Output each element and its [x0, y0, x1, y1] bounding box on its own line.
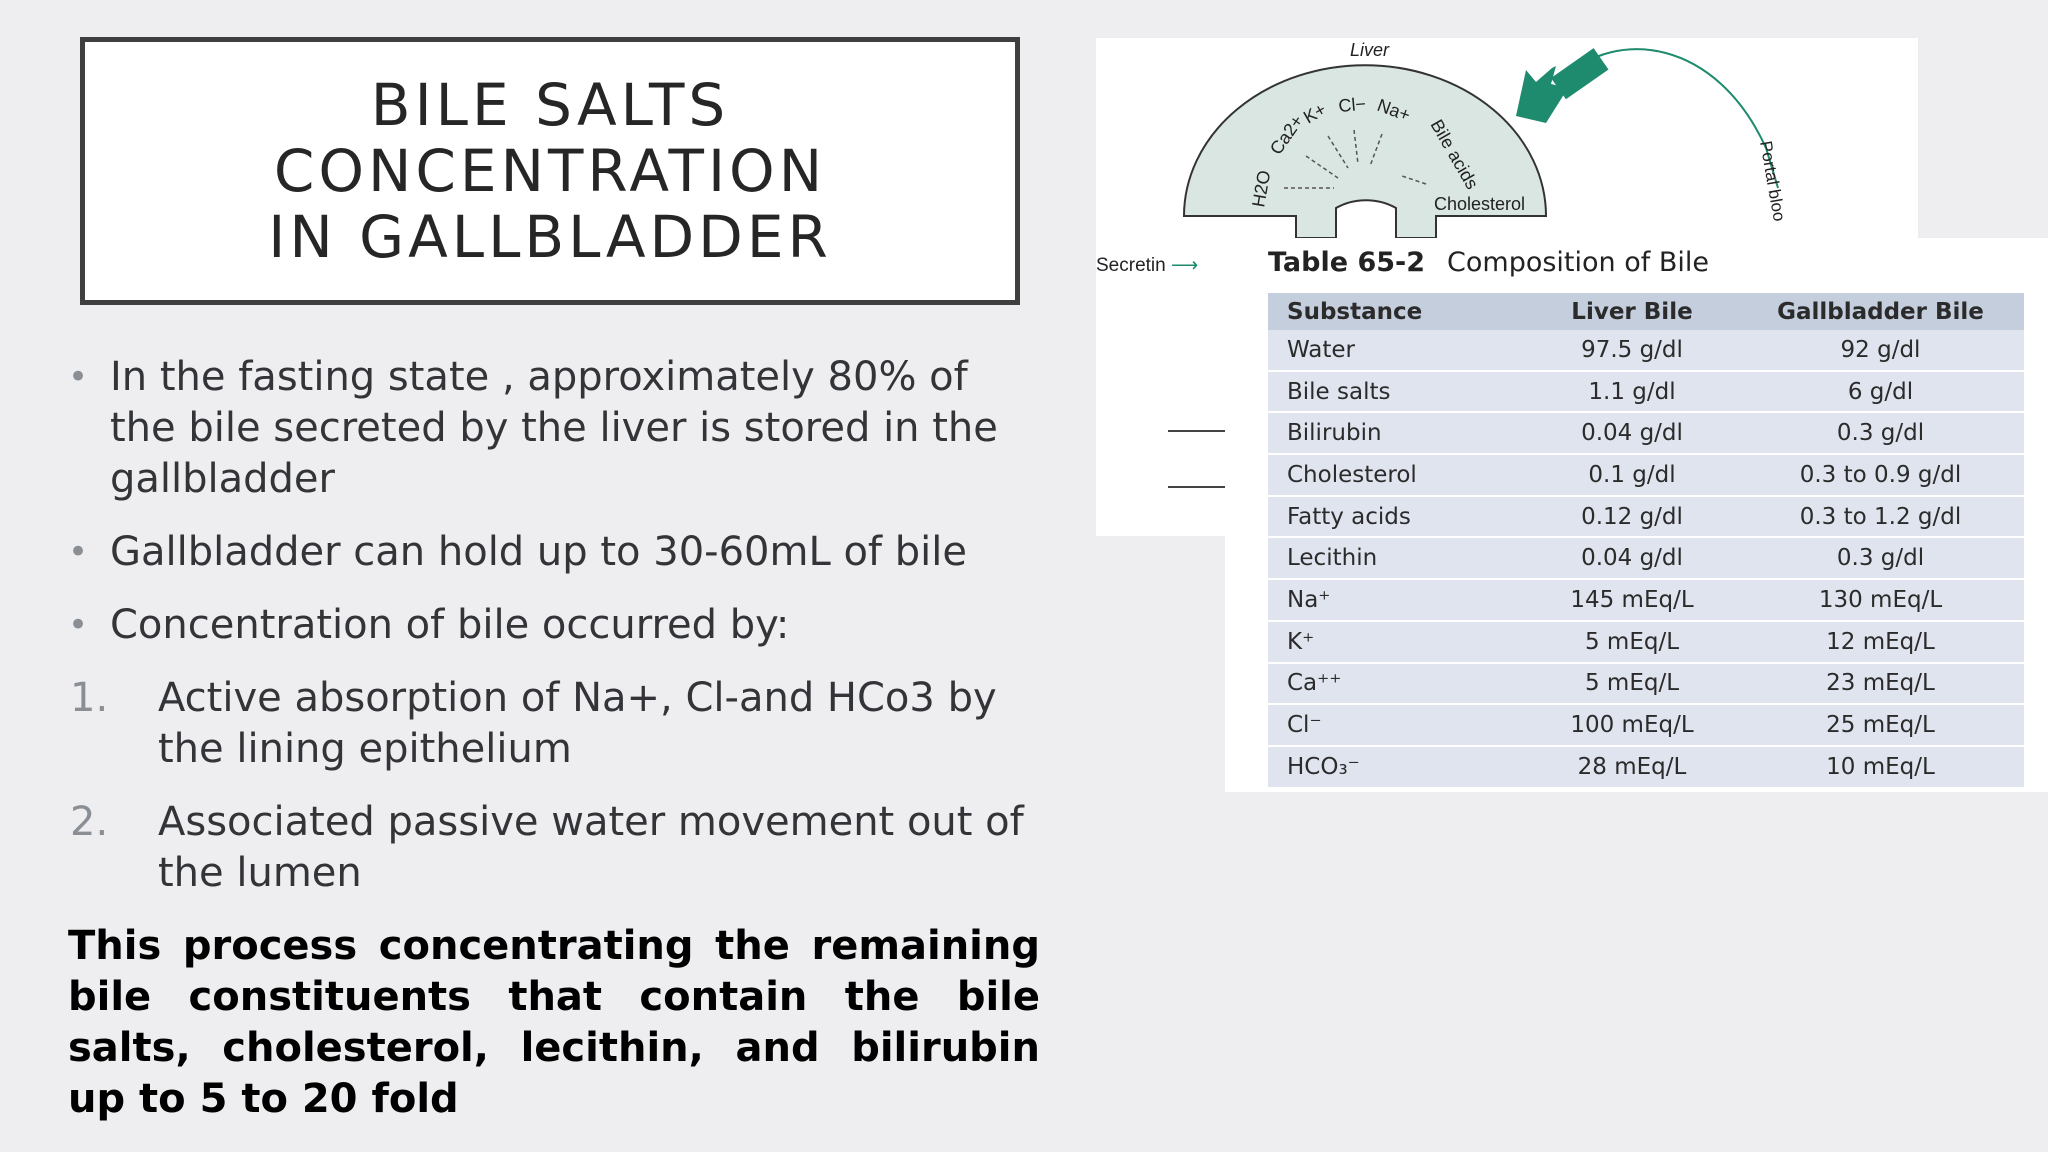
table-cell: 100 mEq/L	[1517, 704, 1747, 746]
table-row	[1268, 621, 2024, 663]
table-cell: 25 mEq/L	[1747, 704, 2024, 746]
table-cell: HCO₃⁻	[1268, 746, 1517, 788]
table-row	[1268, 330, 2024, 371]
table-row	[1268, 454, 2024, 496]
table-cell: 10 mEq/L	[1747, 746, 2024, 788]
bullet-text: In the fasting state , approximately 80% of the bile secreted by the liver is stored in the gallbladder	[110, 354, 998, 502]
bullet-item	[68, 527, 1043, 578]
bullet-text: Gallbladder can hold up to 30-60mL of bile	[110, 529, 967, 575]
title-line-2: IN GALLBLADDER	[268, 203, 832, 271]
table-cell: 0.04 g/dl	[1517, 537, 1747, 579]
table-cell: 5 mEq/L	[1517, 663, 1747, 705]
table-row	[1268, 746, 2024, 788]
table-cell: 0.3 to 1.2 g/dl	[1747, 496, 2024, 538]
table-cell: Bilirubin	[1268, 412, 1517, 454]
table-cell: Cholesterol	[1268, 454, 1517, 496]
table-cell: 6 g/dl	[1747, 371, 2024, 413]
table-cell: Na⁺	[1268, 579, 1517, 621]
table-cell: 12 mEq/L	[1747, 621, 2024, 663]
table-cell: 92 g/dl	[1747, 330, 2024, 371]
bullet-item	[68, 352, 1043, 505]
table-cell: 28 mEq/L	[1517, 746, 1747, 788]
composition-table	[1268, 293, 2024, 789]
table-cell: 1.1 g/dl	[1517, 371, 1747, 413]
secretin-text: Secretin	[1096, 255, 1166, 276]
title-line-1: BILE SALTS CONCENTRATION	[273, 71, 827, 205]
portal-label: Portal bloo	[1756, 139, 1789, 223]
slide-body	[68, 352, 1043, 1125]
cholesterol-label: Cholesterol	[1434, 194, 1526, 214]
table-cell: Lecithin	[1268, 537, 1517, 579]
table-row	[1268, 412, 2024, 454]
secretin-label	[1096, 254, 1198, 277]
bile-acids-label: Bile acids	[1426, 116, 1483, 193]
table-cell: 145 mEq/L	[1517, 579, 1747, 621]
ion-label-k: K+	[1300, 98, 1330, 128]
table-cell: 5 mEq/L	[1517, 621, 1747, 663]
table-row	[1268, 496, 2024, 538]
table-cell: Ca⁺⁺	[1268, 663, 1517, 705]
column-header: Gallbladder Bile	[1747, 293, 2024, 330]
table-cell: 0.3 g/dl	[1747, 412, 2024, 454]
item-number: 2.	[70, 799, 109, 845]
table-row	[1268, 371, 2024, 413]
bullet-dot-icon: •	[68, 605, 89, 645]
numbered-text: Associated passive water movement out of the lumen	[158, 799, 1024, 896]
column-header: Liver Bile	[1517, 293, 1747, 330]
title-box	[80, 37, 1020, 305]
table-row	[1268, 663, 2024, 705]
arrow-right-icon: ⟶	[1170, 255, 1199, 276]
numbered-item	[68, 673, 1043, 775]
green-arrow-icon	[1516, 48, 1609, 123]
numbered-item	[68, 797, 1043, 899]
table-cell: 130 mEq/L	[1747, 579, 2024, 621]
bullet-item	[68, 600, 1043, 651]
ion-label-ca: Ca2+	[1265, 111, 1308, 159]
numbered-text: Active absorption of Na+, Cl-and HCo3 by the lining epithelium	[158, 675, 997, 772]
divider-line	[1168, 430, 1226, 432]
table-cell: 0.1 g/dl	[1517, 454, 1747, 496]
slide-title	[85, 72, 1015, 270]
table-cell: Cl⁻	[1268, 704, 1517, 746]
bullet-dot-icon: •	[68, 357, 89, 397]
divider-line	[1168, 486, 1226, 488]
conclusion-paragraph: This process concentrating the remaining bile constituents that contain the bile salts, cholesterol, lecithin, and bilirubin up to 5 to 20 fold	[68, 923, 1040, 1122]
ion-label-na: Na+	[1374, 94, 1413, 126]
table-row	[1268, 704, 2024, 746]
ion-label-cl: Cl−	[1337, 93, 1367, 116]
table-cell: Bile salts	[1268, 371, 1517, 413]
table-cell: 0.12 g/dl	[1517, 496, 1747, 538]
table-title: Composition of Bile	[1447, 247, 1709, 278]
table-cell: K⁺	[1268, 621, 1517, 663]
column-header: Substance	[1268, 293, 1517, 330]
bullet-text: Concentration of bile occurred by:	[110, 602, 790, 648]
item-number: 1.	[70, 675, 109, 721]
bullet-dot-icon: •	[68, 532, 89, 572]
table-cell: 0.04 g/dl	[1517, 412, 1747, 454]
liver-label: Liver	[1350, 40, 1390, 60]
table-cell: 0.3 to 0.9 g/dl	[1747, 454, 2024, 496]
table-cell: 0.3 g/dl	[1747, 537, 2024, 579]
bile-diagram	[1096, 38, 1918, 238]
table-cell: 23 mEq/L	[1747, 663, 2024, 705]
table-cell: Fatty acids	[1268, 496, 1517, 538]
table-header-row	[1268, 293, 2024, 330]
table-caption	[1268, 247, 1709, 278]
table-cell: Water	[1268, 330, 1517, 371]
table-row	[1268, 579, 2024, 621]
table-row	[1268, 537, 2024, 579]
table-number: Table 65-2	[1268, 247, 1426, 278]
ion-label-h2o: H2O	[1248, 168, 1275, 209]
table-cell: 97.5 g/dl	[1517, 330, 1747, 371]
